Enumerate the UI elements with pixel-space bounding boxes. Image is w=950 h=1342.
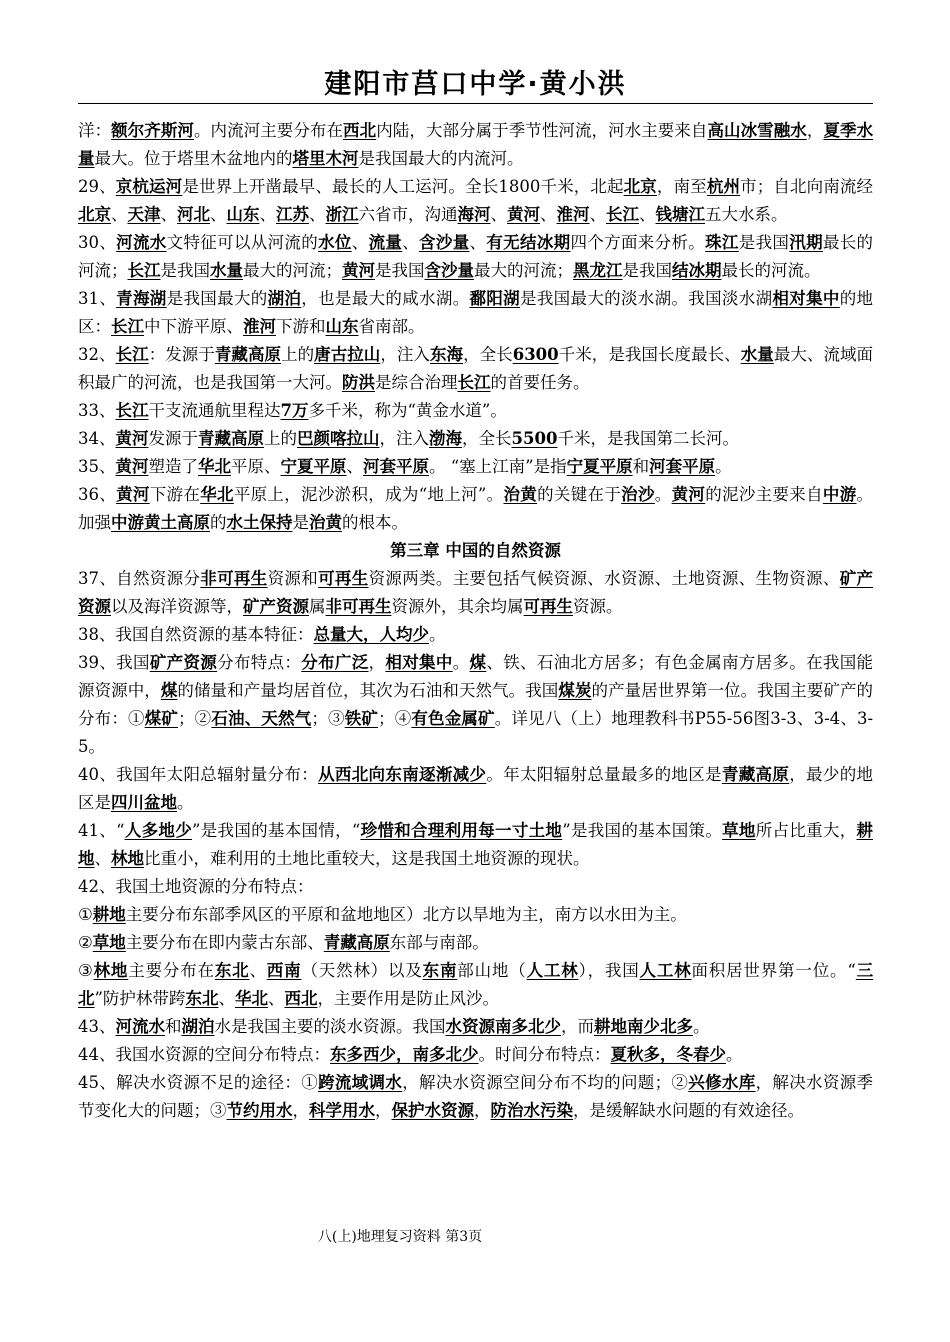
key-term: 草地 (92, 933, 126, 952)
key-term: 塔里木河 (292, 149, 359, 168)
key-term: 黄河 (507, 205, 540, 224)
key-term: 相对集中 (385, 653, 453, 672)
paragraph-28-continued: 洋：额尔齐斯河。内流河主要分布在西北内陆，大部分属于季节性河流，河水主要来自高山冰雪融水，夏季水量最大。位于塔里木盆地内的塔里木河是我国最大的内流河。 (78, 121, 874, 168)
key-term: 鄱阳湖 (469, 289, 521, 308)
key-term: 黑龙江 (573, 261, 623, 280)
key-term: 黄河 (115, 429, 149, 448)
key-term: 浙江 (325, 205, 359, 224)
key-term: 河套平原 (363, 457, 429, 476)
key-term: 科学用水 (309, 1101, 375, 1120)
key-term: 三北 (78, 961, 874, 1008)
key-term: 巴颜喀拉山 (297, 429, 380, 448)
key-term: 湖泊 (181, 1017, 215, 1036)
key-term: 淮河 (243, 317, 276, 336)
key-term: 北京 (78, 205, 111, 224)
paragraph-43: 43、河流水和湖泊水是我国主要的淡水资源。我国水资源南多北少，而耕地南少北多。 (78, 1017, 710, 1036)
key-term: 西北 (343, 121, 377, 140)
paragraph-37: 37、自然资源分非可再生资源和可再生资源两类。主要包括气候资源、水资源、土地资源、生物资源、矿产资源以及海洋资源等，矿产资源属非可再生资源外，其余均属可再生资源。 (78, 569, 874, 616)
key-term: 水土保持 (226, 513, 293, 532)
key-term: 珍惜和合理利用每一寸土地 (360, 821, 563, 840)
key-term: 人工林 (526, 961, 579, 980)
key-term: 非可再生 (200, 569, 268, 588)
key-term: 结冰期 (672, 261, 722, 280)
key-term: 林地 (111, 849, 144, 868)
key-term: 防治水污染 (490, 1101, 573, 1120)
key-term: 长江 (127, 261, 161, 280)
key-term: 青藏高原 (214, 345, 282, 364)
key-term: 杭州 (706, 177, 741, 196)
key-term: 华北 (234, 989, 268, 1008)
key-term: 青藏高原 (323, 933, 390, 952)
key-term: 中游 (111, 513, 144, 532)
key-term: 北京 (623, 177, 657, 196)
key-term: 有无结冰期 (486, 233, 571, 252)
key-term: 矿产资源 (78, 569, 874, 616)
key-term: 水量 (740, 345, 774, 364)
key-term: 煤 (469, 653, 487, 672)
key-term: 黄河 (116, 485, 150, 504)
key-term: 6300 (512, 345, 559, 364)
key-term: 治黄 (503, 485, 538, 504)
key-term: 煤 (160, 681, 178, 700)
key-term: 有色金属矿 (411, 709, 495, 728)
key-term: 水量 (210, 261, 243, 280)
key-term: 海河 (457, 205, 491, 224)
key-term: 耕地 (92, 905, 126, 924)
key-term: 治黄 (309, 513, 342, 532)
key-term: 东多西少，南多北少 (330, 1045, 479, 1064)
key-term: 铁矿 (344, 709, 379, 728)
key-term: 5500 (511, 429, 558, 448)
key-term: 草地 (722, 821, 756, 840)
paragraph-36: 36、黄河下游在华北平原上，泥沙淤积，成为“地上河”。治黄的关键在于治沙。黄河的泥沙主要来自中游。加强中游黄土高原的水土保持是治黄的根本。 (78, 485, 874, 532)
paragraph-45: 45、解决水资源不足的途径：①跨流域调水，解决水资源空间分布不均的问题；②兴修水库，解决水资源季节变化大的问题；③节约用水，科学用水，保护水资源，防治水污染，是缓解缺水问题的有效途径。 (78, 1073, 874, 1120)
key-term: 江苏 (276, 205, 309, 224)
key-term: 宁夏平原 (280, 457, 347, 476)
key-term: 宁夏平原 (566, 457, 633, 476)
key-term: 可再生 (523, 597, 573, 616)
page-header-title: 建阳市莒口中学·黄小洪 (324, 69, 627, 100)
key-term: 水量 (78, 121, 874, 168)
key-term: 长江 (111, 317, 144, 336)
key-term: 林地 (93, 961, 129, 980)
key-term: 黄河 (342, 261, 375, 280)
key-term: 含沙量 (424, 261, 474, 280)
key-term: 保护水资源 (391, 1101, 474, 1120)
key-term: 矿产资源 (243, 597, 309, 616)
key-term: 耕地南少北多 (594, 1017, 693, 1036)
header-rule (78, 103, 873, 104)
key-term: 唐古拉山 (314, 345, 381, 364)
key-term: 珠江 (705, 233, 739, 252)
key-term: 长江 (457, 373, 491, 392)
key-term: 7万 (280, 401, 309, 420)
key-term: 夏秋多，冬春少 (610, 1045, 726, 1064)
key-term: 人多地少 (124, 821, 193, 840)
key-term: 分布广泛 (301, 653, 369, 672)
key-term: 夏季 (823, 121, 857, 140)
key-term: 黄河 (671, 485, 706, 504)
key-term: 青藏高原 (721, 765, 790, 784)
key-term: 煤炭 (558, 681, 592, 700)
key-term: 四川盆地 (111, 793, 177, 812)
key-term: 非可再生 (325, 597, 392, 616)
key-term: 耕地 (78, 821, 873, 868)
key-term: 青海湖 (116, 289, 167, 308)
key-term: 湖泊 (267, 289, 302, 308)
key-term: 石油、天然气 (211, 709, 312, 728)
paragraph-31: 31、青海湖是我国最大的湖泊，也是最大的咸水湖。鄱阳湖是我国最大的淡水湖。我国淡水湖相对集中的地区：长江中下游平原、淮河下游和山东省南部。 (78, 289, 874, 336)
key-term: 汛期 (789, 233, 823, 252)
key-term: 河套平原 (649, 457, 716, 476)
paragraph-42-item-3: ③林地主要分布在东北、西南（天然林）以及东南部山地（人工林），我国人工林面积居世界第一位。“三北”防护林带跨东北、华北、西北，主要作用是防止风沙。 (78, 961, 874, 1008)
paragraph-42-item-2: ②草地主要分布在即内蒙古东部、青藏高原东部与南部。 (78, 933, 489, 952)
key-term: 黄河 (115, 457, 149, 476)
key-term: 东北 (214, 961, 250, 980)
key-term: 治沙 (621, 485, 655, 504)
key-term: 黄土高原 (144, 513, 210, 532)
key-term: 东海 (429, 345, 464, 364)
key-term: 山东 (325, 317, 359, 336)
key-term: 渤海 (429, 429, 462, 448)
key-term: 河流水 (116, 233, 167, 252)
key-term: 山东 (226, 205, 260, 224)
key-term: 华北 (200, 485, 234, 504)
key-term: 钱塘江 (655, 205, 705, 224)
key-term: 天津 (127, 205, 161, 224)
key-term: 矿产资源 (149, 653, 218, 672)
key-term: 额尔齐斯河 (111, 121, 194, 140)
paragraph-41: 41、“人多地少”是我国的基本国情，“珍惜和合理利用每一寸土地”是我国的基本国策。草地所占比重大，耕地、林地比重小，难利用的土地比重较大，这是我国土地资源的现状。 (78, 821, 873, 868)
paragraph-44: 44、我国水资源的空间分布特点：东多西少，南多北少。时间分布特点：夏秋多，冬春少。 (78, 1045, 743, 1064)
paragraph-40: 40、我国年太阳总辐射量分布：从西北向东南逐渐减少。年太阳辐射总量最多的地区是青藏高原，最少的地区是四川盆地。 (78, 765, 874, 812)
paragraph-32: 32、长江：发源于青藏高原上的唐古拉山，注入东海，全长6300千米，是我国长度最长、水量最大、流域面积最广的河流，也是我国第一大河。防洪是综合治理长江的首要任务。 (78, 345, 874, 392)
page-footer: 八(上)地理复习资料 第3页 (317, 1229, 483, 1245)
key-term: 水位 (318, 233, 352, 252)
key-term: 兴修水库 (688, 1073, 756, 1092)
key-term: 节约用水 (226, 1101, 293, 1120)
key-term: 防洪 (342, 373, 375, 392)
key-term: 水资源南多北少 (445, 1017, 561, 1036)
key-term: 京杭运河 (115, 177, 183, 196)
key-term: 煤矿 (144, 709, 179, 728)
key-term: 长江 (115, 345, 149, 364)
paragraph-42-item-1: ①耕地主要分布东部季风区的平原和盆地地区）北方以旱地为主，南方以水田为主。 (78, 905, 687, 924)
paragraph-39: 39、我国矿产资源分布特点：分布广泛，相对集中。煤、铁、石油北方居多；有色金属南方居多。在我国能源资源中，煤的储量和产量均居首位，其次为石油和天然气。我国煤炭的产量居世界第一位。我国主要矿产的分布：①煤矿；②石油、天然气；③铁矿；④有色金属矿。详见八（上）地理教科书P55-56图3-3、3-4、3-5。 (78, 653, 874, 756)
key-term: 西南 (266, 961, 302, 980)
key-term: 从西北向东南逐渐减少 (318, 765, 487, 784)
key-term: 高山冰雪融水 (707, 121, 807, 140)
key-term: 相对集中 (772, 289, 840, 308)
paragraph-30: 30、河流水文特征可以从河流的水位、流量、含沙量、有无结冰期四个方面来分析。珠江是我国汛期最长的河流；长江是我国水量最大的河流；黄河是我国含沙量最大的河流；黑龙江是我国结冰期最长的河流。 (78, 233, 874, 280)
key-term: 东南 (422, 961, 458, 980)
key-term: 长江 (115, 401, 149, 420)
key-term: 流量 (368, 233, 403, 252)
key-term: 中游 (822, 485, 857, 504)
key-term: 可再生 (318, 569, 369, 588)
key-term: 河北 (177, 205, 210, 224)
paragraph-34: 34、黄河发源于青藏高原上的巴颜喀拉山，注入渤海，全长5500千米，是我国第二长河。 (78, 429, 739, 448)
key-term: 总量大，人均少 (313, 625, 429, 644)
key-term: 青藏高原 (198, 429, 264, 448)
key-term: 长江 (606, 205, 639, 224)
key-term: 华北 (198, 457, 231, 476)
key-term: 人工林 (639, 961, 692, 980)
chapter-heading: 第三章 中国的自然资源 (390, 541, 561, 560)
key-term: 东北 (185, 989, 219, 1008)
paragraph-42: 42、我国土地资源的分布特点： (78, 877, 314, 896)
key-term: 淮河 (556, 205, 590, 224)
key-term: 河流水 (115, 1017, 165, 1036)
paragraph-33: 33、长江干支流通航里程达7万多千米，称为“黄金水道”。 (78, 401, 507, 420)
key-term: 西北 (284, 989, 318, 1008)
paragraph-29: 29、京杭运河是世界上开凿最早、最长的人工运河。全长1800千米，北起北京，南至杭州市；自北向南流经北京、天津、河北、山东、江苏、浙江六省市，沟通海河、黄河、淮河、长江、钱塘江五大水系。 (78, 177, 874, 224)
document-body (78, 117, 873, 1125)
key-term: 跨流域调水 (318, 1073, 403, 1092)
paragraph-38: 38、我国自然资源的基本特征：总量大，人均少。 (78, 625, 446, 644)
key-term: 含沙量 (419, 233, 470, 252)
paragraph-35: 35、黄河塑造了华北平原、宁夏平原、河套平原。 “塞上江南”是指宁夏平原和河套平原。 (78, 457, 732, 476)
